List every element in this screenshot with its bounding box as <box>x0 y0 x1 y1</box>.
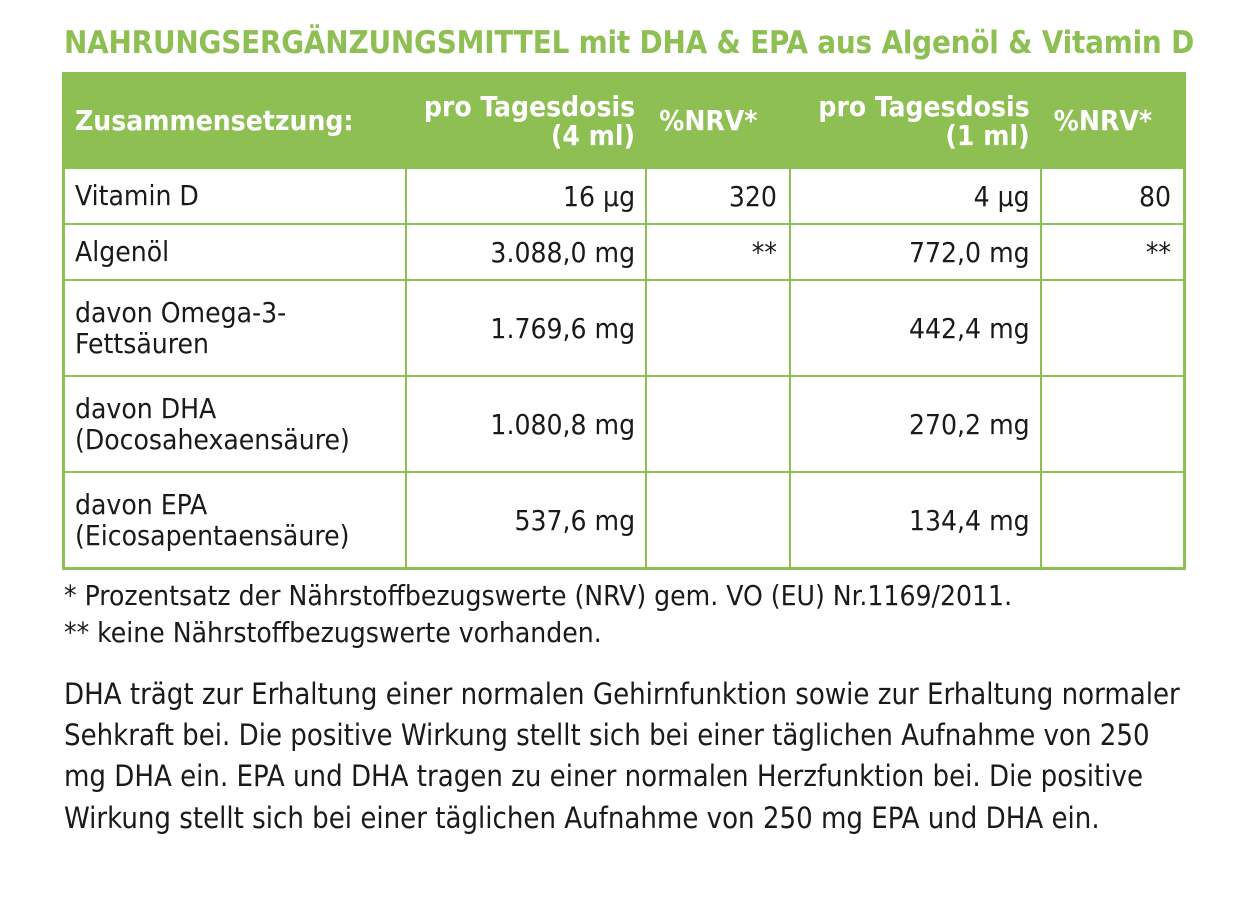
page-title: NAHRUNGSERGÄNZUNGSMITTEL mit DHA & EPA aus Algenöl & Vitamin D <box>64 25 1195 61</box>
row-dose-1ml: 270,2 mg <box>790 376 1041 472</box>
row-dose-1ml: 442,4 mg <box>790 280 1041 376</box>
row-nrv-1ml <box>1041 280 1185 376</box>
row-dose-1ml: 134,4 mg <box>790 472 1041 569</box>
row-nrv-4ml: 320 <box>646 168 790 224</box>
row-name <box>64 280 406 376</box>
health-claims-text: DHA trägt zur Erhaltung einer normalen Gehirnfunktion sowie zur Erhaltung normaler Sehkraft bei. Die positive Wirkung stellt sich bei einer täglichen Aufnahme von 250 mg DHA ein. EPA und DHA tragen zu einer normalen Herzfunktion bei. Die positive Wirkung stellt sich bei einer täglichen Aufnahme von 250 mg EPA und DHA ein. <box>64 677 1180 835</box>
table-row <box>64 224 1185 280</box>
column-header-dose-1ml-line2: (1 ml) <box>945 119 1030 153</box>
footnotes <box>64 578 1183 652</box>
row-name-line1: davon Omega-3- <box>75 295 287 329</box>
row-dose-4ml: 3.088,0 mg <box>406 224 646 280</box>
row-nrv-4ml <box>646 376 790 472</box>
row-nrv-1ml <box>1041 472 1185 569</box>
row-nrv-4ml: ** <box>646 224 790 280</box>
table-header-row <box>64 74 1185 169</box>
table-row <box>64 376 1185 472</box>
column-header-nrv-1ml: %NRV* <box>1041 74 1185 169</box>
row-name-line1: Vitamin D <box>75 179 199 213</box>
table-body <box>64 168 1185 569</box>
footnote-no-nrv: ** keine Nährstoffbezugswerte vorhanden. <box>64 616 602 650</box>
row-dose-4ml: 16 µg <box>406 168 646 224</box>
row-dose-1ml: 772,0 mg <box>790 224 1041 280</box>
row-name-line2: (Docosahexaensäure) <box>75 423 350 457</box>
table-row <box>64 280 1185 376</box>
row-dose-1ml: 4 µg <box>790 168 1041 224</box>
column-header-dose-4ml-line1: pro Tagesdosis <box>423 89 636 123</box>
column-header-composition: Zusammensetzung: <box>64 74 406 169</box>
column-header-nrv-4ml: %NRV* <box>646 74 790 169</box>
row-dose-4ml: 537,6 mg <box>406 472 646 569</box>
table-row <box>64 472 1185 569</box>
row-dose-4ml: 1.080,8 mg <box>406 376 646 472</box>
table-row <box>64 168 1185 224</box>
column-header-dose-1ml-line1: pro Tagesdosis <box>818 89 1030 123</box>
row-nrv-4ml <box>646 280 790 376</box>
row-nrv-4ml <box>646 472 790 569</box>
row-nrv-1ml: ** <box>1041 224 1185 280</box>
row-name <box>64 224 406 280</box>
row-name-line2: Fettsäuren <box>75 327 209 361</box>
row-name-line2: (Eicosapentaensäure) <box>75 519 350 553</box>
table-header <box>64 74 1185 169</box>
column-header-dose-4ml <box>406 74 646 169</box>
row-nrv-1ml <box>1041 376 1185 472</box>
row-name-line1: Algenöl <box>75 235 170 269</box>
column-header-dose-1ml <box>790 74 1041 169</box>
row-name <box>64 376 406 472</box>
row-name-line1: davon DHA <box>75 391 217 425</box>
column-header-dose-4ml-line2: (4 ml) <box>550 119 636 153</box>
row-name <box>64 472 406 569</box>
footnote-nrv: * Prozentsatz der Nährstoffbezugswerte (NRV) gem. VO (EU) Nr.1169/2011. <box>64 579 1013 613</box>
row-nrv-1ml: 80 <box>1041 168 1185 224</box>
row-dose-4ml: 1.769,6 mg <box>406 280 646 376</box>
row-name-line1: davon EPA <box>75 487 208 521</box>
row-name <box>64 168 406 224</box>
nutrition-table <box>62 72 1186 570</box>
